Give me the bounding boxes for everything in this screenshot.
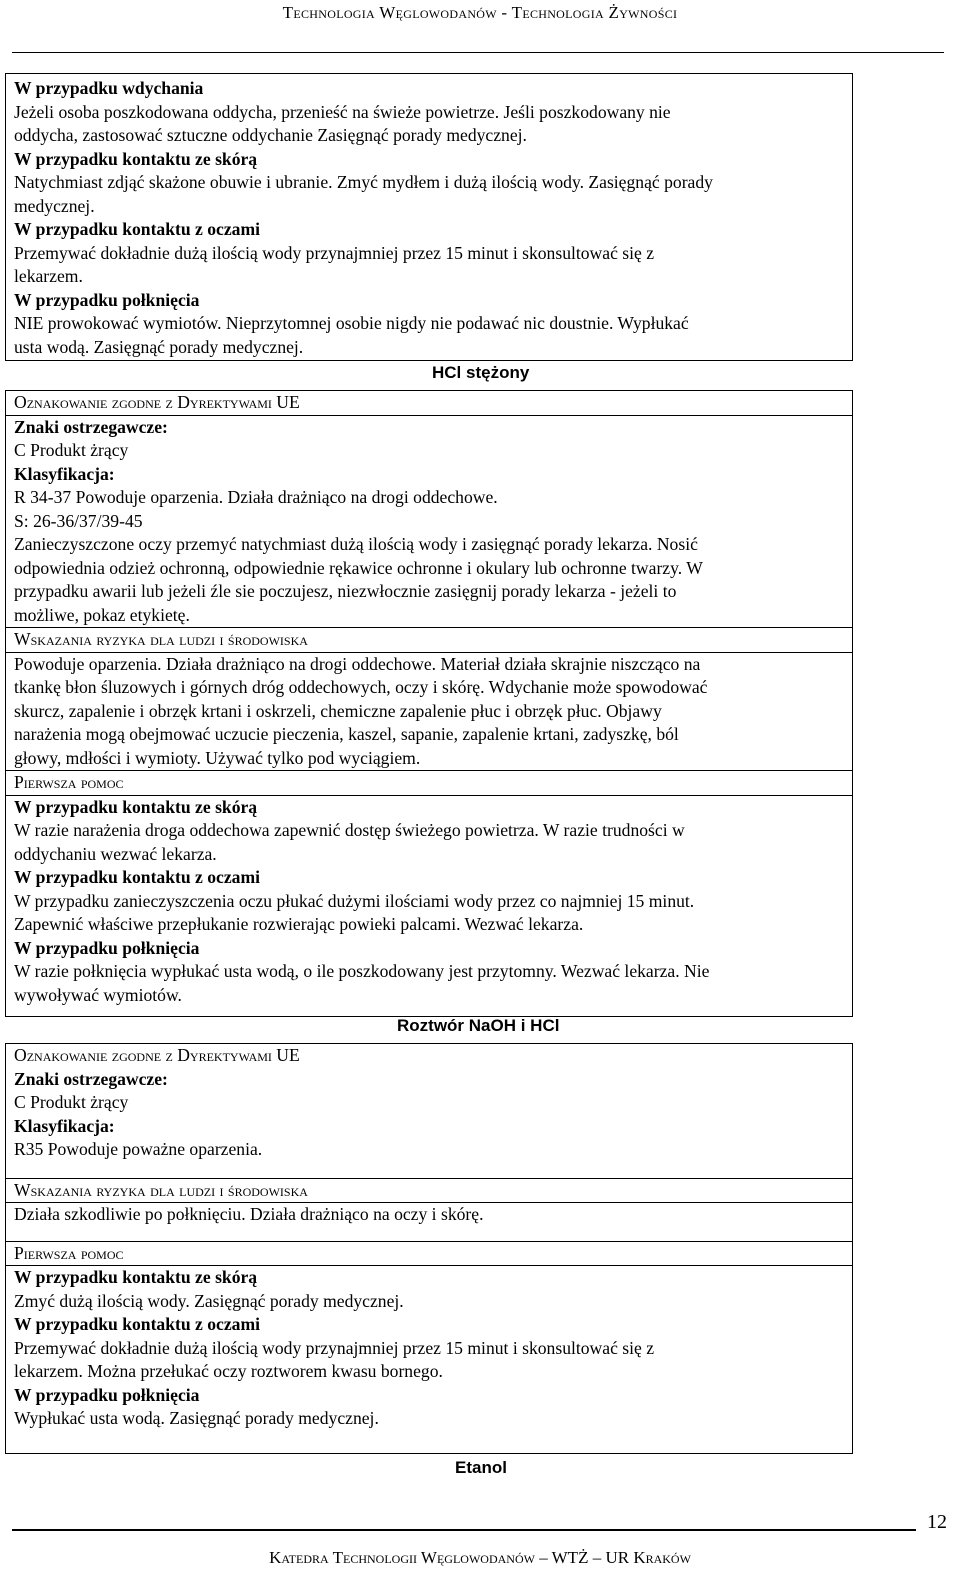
text-line: możliwe, pokaz etykietę.	[14, 604, 190, 625]
text-line: oddycha, zastosować sztuczne oddychanie Zasięgnąć porady medycznej.	[14, 125, 527, 145]
signs-label: Znaki ostrzegawcze:	[14, 416, 168, 437]
text-line: Zmyć dużą ilością wody. Zasięgnąć porady medycznej.	[14, 1290, 404, 1311]
labeling-heading	[6, 391, 852, 416]
subheading-line: W przypadku kontaktu ze skórą	[14, 1267, 258, 1287]
hcl-box	[5, 390, 853, 1017]
signs-value: C Produkt żrący	[14, 440, 129, 460]
text-line: NIE prowokować wymiotów. Nieprzytomnej osobie nigdy nie podawać nic doustnie. Wypłukać	[14, 313, 689, 333]
text-line: W razie narażenia droga oddechowa zapewnić dostęp świeżego powietrza. W razie trudności w	[14, 820, 685, 840]
running-title: Technologia Węglowodanów - Technologia Żywności	[282, 3, 678, 22]
text-line: lekarzem. Można przełukać oczy roztworem kwasu bornego.	[14, 1361, 443, 1381]
classification-label: Klasyfikacja:	[14, 463, 115, 484]
first-aid-heading-text: Pierwsza pomoc	[14, 772, 124, 792]
signs-label: Znaki ostrzegawcze:	[14, 1068, 168, 1089]
text-line: odpowiednia odzież ochronną, odpowiednie rękawice ochronne i okulary lub ochronne twarzy. W	[14, 557, 703, 578]
first-aid-lines	[14, 1266, 844, 1431]
first-aid-heading-text: Pierwsza pomoc	[14, 1242, 124, 1263]
subheading-line: W przypadku połknięcia	[14, 1384, 200, 1405]
first-aid-lines	[14, 796, 844, 1008]
text-line: oddychaniu wezwać lekarza.	[14, 843, 217, 864]
first-aid-heading	[6, 770, 852, 796]
text-line: Wypłukać usta wodą. Zasięgnąć porady medycznej.	[14, 1408, 379, 1428]
subheading-line: W przypadku wdychania	[14, 78, 204, 98]
subheading-line: W przypadku kontaktu ze skórą	[14, 148, 258, 169]
text-line: Natychmiast zdjąć skażone obuwie i ubranie. Zmyć mydłem i dużą ilością wody. Zasięgnąć porady	[14, 172, 713, 192]
naoh-box	[5, 1043, 853, 1454]
footer-text: Katedra Technologii Węglowodanów – WTŻ – UR Kraków	[269, 1548, 691, 1567]
first-aid-lines	[6, 74, 852, 359]
text-line: usta wodą. Zasięgnąć porady medycznej.	[14, 336, 304, 357]
section-title-naoh: Roztwór NaOH i HCl	[397, 1016, 560, 1035]
classification-lines	[14, 486, 844, 627]
text-line: Przemywać dokładnie dużą ilością wody przynajmniej przez 15 minut i skonsultować się z	[14, 242, 655, 263]
labeling-heading-text: Oznakowanie zgodne z Dyrektywami UE	[14, 392, 300, 412]
subheading-line: W przypadku kontaktu z oczami	[14, 219, 261, 239]
text-line: lekarzem.	[14, 266, 83, 286]
risk-heading-text: Wskazania ryzyka dla ludzi i środowiska	[14, 1179, 308, 1200]
risk-text: Działa szkodliwie po połknięciu. Działa drażniąco na oczy i skórę.	[14, 1204, 484, 1224]
text-line: wywoływać wymiotów.	[14, 984, 182, 1005]
labeling-heading-text: Oznakowanie zgodne z Dyrektywami UE	[14, 1045, 300, 1065]
risk-heading-text: Wskazania ryzyka dla ludzi i środowiska	[14, 629, 308, 649]
first-aid-heading	[6, 1241, 852, 1267]
text-line: Zapewnić właściwe przepłukanie rozwierając powieki palcami. Wezwać lekarza.	[14, 914, 584, 934]
subheading-line: W przypadku kontaktu z oczami	[14, 867, 261, 887]
text-line: Przemywać dokładnie dużą ilością wody przynajmniej przez 15 minut i skonsultować się z	[14, 1337, 655, 1358]
section-title-hcl: HCl stężony	[432, 363, 530, 382]
subheading-line: W przypadku kontaktu ze skórą	[14, 796, 258, 817]
text-line: tkankę błon śluzowych i górnych dróg oddechowych, oczy i skórę. Wdychanie może spowodować	[14, 677, 708, 697]
text-line: głowy, mdłości i wymioty. Używać tylko pod wyciągiem.	[14, 747, 421, 768]
text-line: S: 26-36/37/39-45	[14, 510, 143, 531]
text-line: Zanieczyszczone oczy przemyć natychmiast dużą ilością wody i zasięgnąć porady lekarza. Nosić	[14, 534, 698, 554]
text-line: W razie połknięcia wypłukać usta wodą, o ile poszkodowany jest przytomny. Wezwać lekarza. Nie	[14, 961, 710, 981]
classification-label: Klasyfikacja:	[14, 1115, 115, 1136]
text-line: skurcz, zapalenie i obrzęk krtani i oskrzeli, chemiczne zapalenie płuc i obrzęk płuc. Objawy	[14, 700, 662, 721]
risk-heading	[6, 1178, 852, 1204]
labeling-heading	[14, 1044, 844, 1068]
text-line: R 34-37 Powoduje oparzenia. Działa drażniąco na drogi oddechowe.	[14, 487, 498, 507]
text-line: przypadku awarii lub jeżeli źle sie poczujesz, niezwłocznie zasięgnij porady lekarza - jeżeli to	[14, 581, 677, 601]
risk-heading	[6, 627, 852, 653]
subheading-line: W przypadku kontaktu z oczami	[14, 1314, 261, 1334]
first-aid-box-continued	[5, 73, 853, 361]
footer-rule	[12, 1529, 916, 1531]
subheading-line: W przypadku połknięcia	[14, 289, 200, 310]
footer	[0, 1548, 960, 1568]
signs-value: C Produkt żrący	[14, 1092, 129, 1112]
running-header	[0, 3, 960, 23]
text-line: Jeżeli osoba poszkodowana oddycha, przenieść na świeże powietrze. Jeśli poszkodowany nie	[14, 101, 671, 122]
risk-lines	[14, 653, 844, 771]
text-line: medycznej.	[14, 195, 95, 216]
text-line: narażenia mogą obejmować uczucie pieczenia, kaszel, sapanie, zapalenie krtani, zadyszkę, ból	[14, 724, 679, 744]
subheading-line: W przypadku połknięcia	[14, 937, 200, 958]
classification-value: R35 Powoduje poważne oparzenia.	[14, 1139, 263, 1159]
section-title-etanol: Etanol	[455, 1458, 507, 1477]
text-line: W przypadku zanieczyszczenia oczu płukać dużymi ilościami wody przez co najmniej 15 minut.	[14, 890, 695, 911]
text-line: Powoduje oparzenia. Działa drażniąco na drogi oddechowe. Materiał działa skrajnie niszcząco na	[14, 653, 701, 674]
header-rule	[12, 52, 944, 53]
page-number: 12	[927, 1511, 947, 1533]
